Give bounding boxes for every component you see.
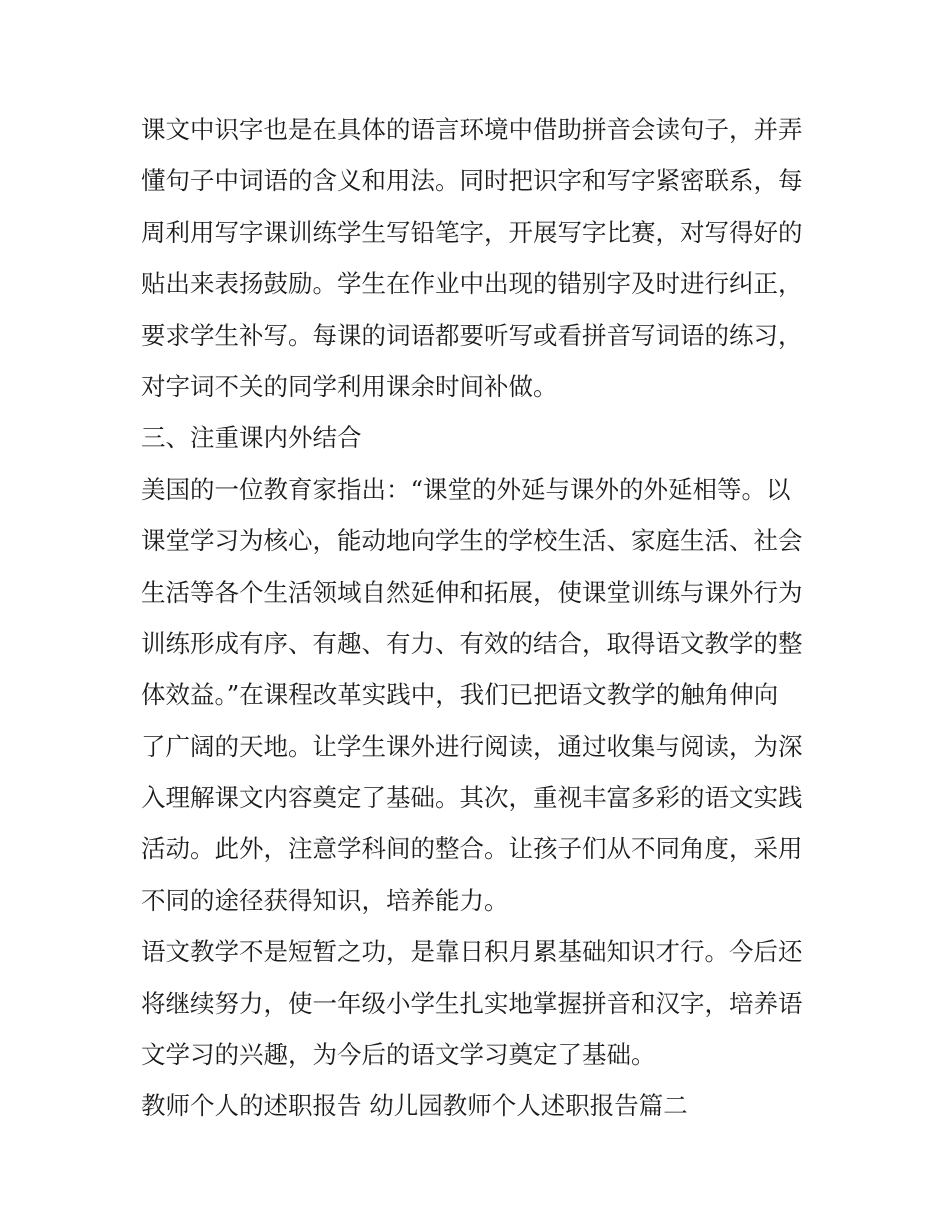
- paragraph-line: 体效益。”在课程改革实践中，我们已把语文教学的触角伸向: [141, 680, 779, 710]
- section-heading: 三、注重课内外结合: [141, 423, 362, 453]
- paragraph-line: 对字词不关的同学利用课余时间补做。: [141, 371, 558, 401]
- paragraph-line: 入理解课文内容奠定了基础。其次，重视丰富多彩的语文实践: [141, 783, 803, 813]
- paragraph-line: 语文教学不是短暂之功，是靠日积月累基础知识才行。今后还: [141, 937, 803, 967]
- paragraph-line: 活动。此外，注意学科间的整合。让孩子们从不同角度，采用: [141, 834, 803, 864]
- paragraph-line: 生活等各个生活领域自然延伸和拓展，使课堂训练与课外行为: [141, 577, 803, 607]
- paragraph-line: 周利用写字课训练学生写铅笔字，开展写字比赛，对写得好的: [141, 217, 803, 247]
- paragraph-line: 将继续努力，使一年级小学生扎实地掌握拼音和汉字，培养语: [141, 988, 803, 1018]
- paragraph-line: 训练形成有序、有趣、有力、有效的结合，取得语文教学的整: [141, 628, 803, 658]
- paragraph-line: 文学习的兴趣，为今后的语文学习奠定了基础。: [141, 1040, 656, 1070]
- paragraph-line: 课文中识字也是在具体的语言环境中借助拼音会读句子，并弄: [141, 115, 803, 144]
- paragraph-line: 课堂学习为核心，能动地向学生的学校生活、家庭生活、社会: [141, 526, 803, 556]
- paragraph-line: 懂句子中词语的含义和用法。同时把识字和写字紧密联系，每: [141, 166, 803, 196]
- paragraph-line: 要求学生补写。每课的词语都要听写或看拼音写词语的练习，: [141, 320, 803, 350]
- paragraph-line: 美国的一位教育家指出：“课堂的外延与课外的外延相等。以: [141, 474, 791, 504]
- paragraph-line: 贴出来表扬鼓励。学生在作业中出现的错别字及时进行纠正，: [141, 269, 803, 299]
- paragraph-line: 了广阔的天地。让学生课外进行阅读，通过收集与阅读，为深: [141, 731, 803, 761]
- document-subtitle: 教师个人的述职报告 幼儿园教师个人述职报告篇二: [141, 1091, 688, 1121]
- paragraph-line: 不同的途径获得知识，培养能力。: [141, 885, 509, 915]
- document-body: [141, 104, 821, 1132]
